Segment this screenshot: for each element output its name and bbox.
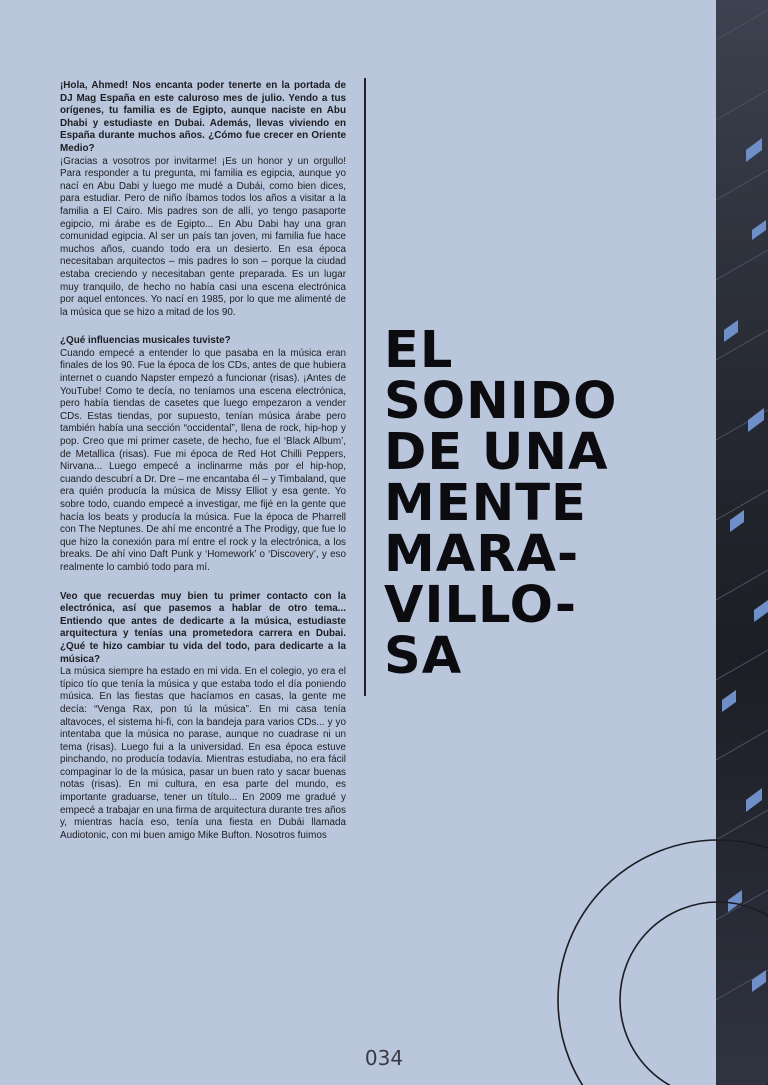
building-photo-strip <box>716 0 768 1085</box>
question-1: ¡Hola, Ahmed! Nos encanta poder tenerte en la portada de DJ Mag España en este caluroso mes de julio. Yendo a tus orígenes, tu familia es de Egipto, aunque naciste en Abu Dhabi y estudiaste en Dubai. Además, llevas viviendo en España durante muchos años. ¿Cómo fue crecer en Oriente Medio? <box>60 80 346 154</box>
headline-line: MENTE <box>384 474 587 533</box>
headline-line: EL <box>384 321 454 380</box>
headline-line: DE UNA <box>384 423 609 482</box>
answer-2: Cuando empecé a entender lo que pasaba en la música eran finales de los 90. Fue la época de los CDs, antes de que hubiera internet o cuando Napster empezó a funcionar (risas). ¡Antes de YouTube! Como te decía, no teníamos una escena electrónica, pero había tiendas de casetes que luego empezaron a vender CDs. Estas tiendas, por supuesto, tenían música árabe pero también había una sección “occidental”, llena de rock, hip-hop y pop. Creo que mi primer casete, de hecho, fue el ‘Black Album’, de Metallica (risas). Fue mi época de Red Hot Chilli Peppers, Nirvana... Luego empecé a inclinarme más por el hip-hop, cuando descubrí a Dr. Dre – me encantaba él – y Timbaland, que era quién producía la música de Missy Elliot y esa gente. Yo sobre todo, cuando empecé a investigar, me fijé en la gente que hacía los beats y producía la música. Fue la época de Pharrell con The Neptunes. De ahí me encontré a The Prodigy, que fue lo que hizo la conexión para mí entre el rock y la electrónica, a los breaks. De ahí vino Daft Punk y ‘Homework’ o ‘Discovery’, y eso realmente lo cambió todo para mí. <box>60 347 346 573</box>
column-divider <box>364 78 366 696</box>
page-number: 034 <box>364 1046 404 1070</box>
question-2: ¿Qué influencias musicales tuviste? <box>60 335 231 347</box>
headline-line: SONIDO <box>384 372 618 431</box>
interview-article <box>60 80 346 858</box>
question-3: Veo que recuerdas muy bien tu primer contacto con la electrónica, así que pasemos a hablar de otro tema... Entiendo que antes de dedicarte a la música, estudiaste arquitectura y tenías una prometedora carrera en Dubai. ¿Qué te hizo cambiar tu vida del todo, para dedicarte a la música? <box>60 590 346 665</box>
headline-line: VILLO- <box>384 576 578 635</box>
article-headline <box>384 321 714 686</box>
headline-line: SA <box>384 627 463 686</box>
building-facade-graphic <box>716 0 768 1085</box>
answer-1: ¡Gracias a vosotros por invitarme! ¡Es un honor y un orgullo! Para responder a tu pregunta, mi familia es egipcia, aunque yo nací en Abu Dabi y luego me mudé a Dubái, como bien dices, para estudiar. Pero de niño íbamos todos los años a visitar a la familia a El Cairo. Mis padres son de allí, yo tengo pasaporte egipcio, mi árabe es de Egipto... En Abu Dabi hay una gran comunidad egipcia. Al ser un país tan joven, mi familia fue hace muchos años, cuando todo era un desierto. En esa época necesitaban arquitectos – mis padres lo son – porque la ciudad estaba creciendo y necesitaban gente preparada. Es un lugar muy tranquilo, de hecho no había casi una escena electrónica por aquel entonces. Yo nací en 1985, por lo que me alimenté de la música que se hizo a mitad de los 90. <box>60 155 346 318</box>
headline-line: MARA- <box>384 525 580 584</box>
answer-3: La música siempre ha estado en mi vida. En el colegio, yo era el típico tío que tenía la música y que estaba todo el día poniendo música. En las fiestas que hacíamos en casas, la gente me decía: “Venga Rax, pon tú la música”. En mi casa tenía altavoces, el sistema hi-fi, con la bandeja para varios CDs... y yo intentaba que la música no parase, aunque no cuadrase ni un tema (risas). Luego fui a la universidad. En esa época estuve pinchando, no producía todavía. Mientras estudiaba, no era fácil compaginar lo de la música, pasar un buen rato y sacar buenas notas (risas). En mi cultura, en esa parte del mundo, es importante graduarse, tener un título... En 2009 me gradué y empecé a trabajar en una firma de arquitectura durante tres años y, mientras hacía eso, tenía una fiesta en Dubái llamada Audiotonic, con mi buen amigo Mike Bufton. Nosotros fuimos <box>60 666 346 841</box>
